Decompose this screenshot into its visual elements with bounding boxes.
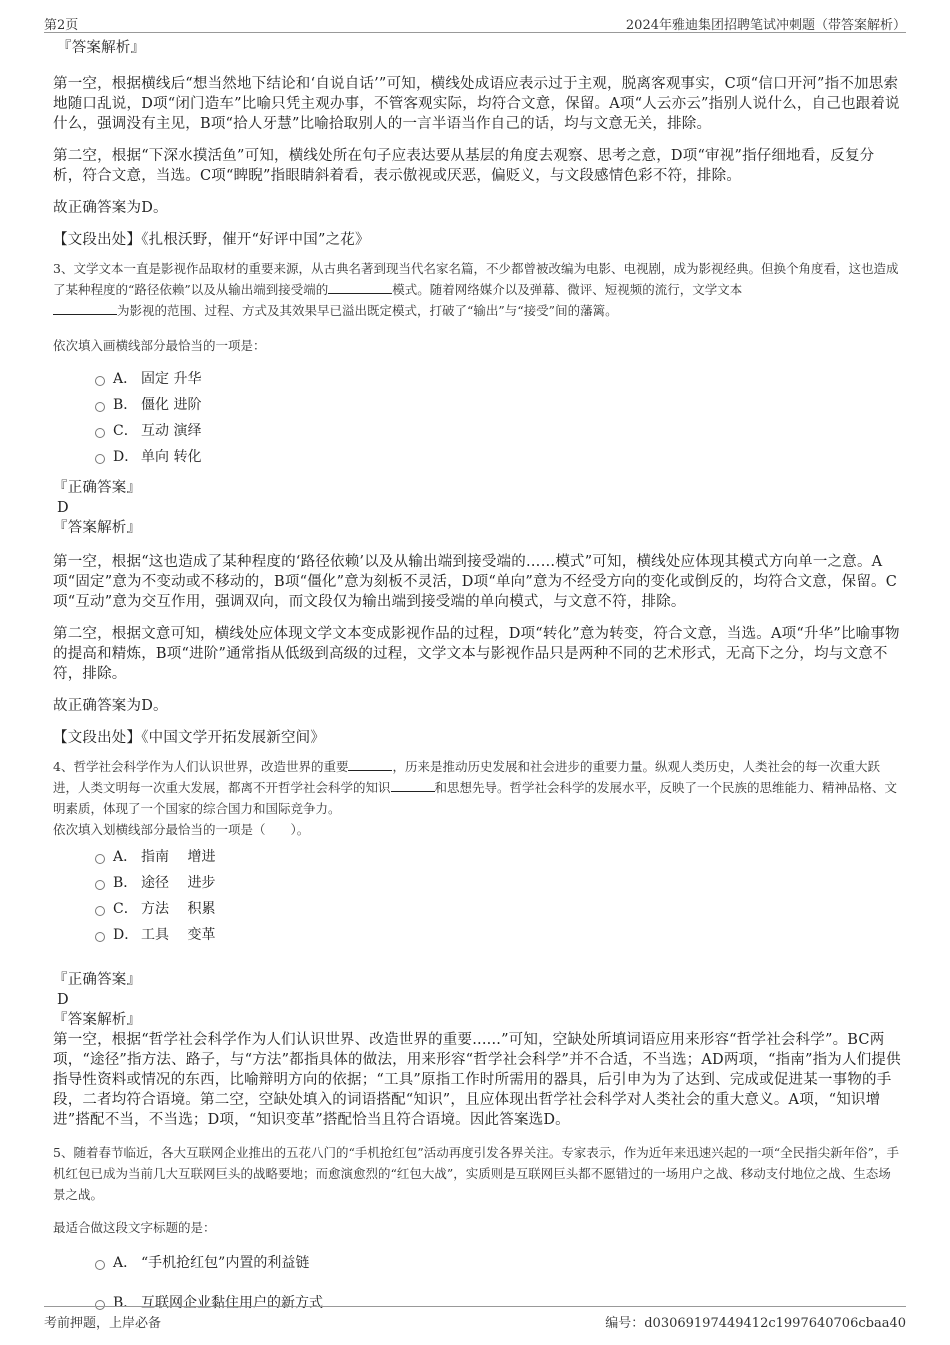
radio-icon[interactable]: [95, 376, 105, 386]
radio-icon[interactable]: [95, 906, 105, 916]
document-body: [53, 38, 903, 1316]
option-b[interactable]: B． 途径 进步: [53, 870, 903, 896]
option-b[interactable]: B． 僵化 进阶: [53, 392, 903, 418]
blank-line: [348, 756, 392, 771]
option-c[interactable]: C． 方法 积累: [53, 896, 903, 922]
analysis-paragraph: 第二空，根据“下深水摸活鱼”可知，横线处所在句子应表达要从基层的角度去观察、思考之意，D项“审视”指仔细地看，反复分析，符合文意，当选。C项“睥睨”指眼睛斜着看，表示傲视或厌恶，偏贬义，与文段感情色彩不符，排除。: [53, 148, 875, 184]
question-3-stem: [53, 258, 903, 321]
question-prompt: 依次填入画横线部分最恰当的一项是：: [53, 338, 266, 353]
conclusion: 故正确答案为D。: [53, 200, 168, 216]
blank-line: [53, 300, 117, 315]
option-d[interactable]: D． 单向 转化: [53, 444, 903, 470]
analysis-paragraph: 第二空，根据文意可知，横线处应体现文学文本变成影视作品的过程，D项“转化”意为转变，符合文意，当选。A项“升华”比喻事物的提高和精炼，B项“进阶”通常指从低级到高级的过程，文学文本与影视作品只是两种不同的艺术形式，无高下之分，均与文意不符，排除。: [53, 626, 900, 682]
correct-answer-label: 『正确答案』: [53, 972, 142, 988]
footer-slogan: 考前押题，上岸必备: [44, 1316, 162, 1331]
source: 【文段出处】《中国文学开拓发展新空间》: [53, 730, 326, 746]
option-c[interactable]: C． 互动 演绎: [53, 418, 903, 444]
question-5-stem: 5、随着春节临近，各大互联网企业推出的五花八门的“手机抢红包”活动再度引发各界关注。专家表示，作为近年来迅速兴起的一项“全民指尖新年俗”，手机红包已成为当前几大互联网巨头的战略要地；而愈演愈烈的“红包大战”，实质则是互联网巨头都不愿错过的一场用户之战、移动支付地位之战、生态场景之战。: [53, 1145, 900, 1202]
option-b[interactable]: B． 互联网企业黏住用户的新方式: [53, 1290, 903, 1316]
radio-icon[interactable]: [95, 854, 105, 864]
radio-icon[interactable]: [95, 880, 105, 890]
option-a[interactable]: A． 指南 增进: [53, 844, 903, 870]
radio-icon[interactable]: [95, 932, 105, 942]
question-4-stem: 4、哲学社会科学作为人们认识世界，改造世界的重要 ，历来是推动历史发展和社会进步的重要力量。纵观人类历史，人类社会的每一次重大跃进，人类文明每一次重大发展，都离不开哲学社会科学的知识 和思想先导。哲学社会科学的发展水平，反映了一个民族的思维能力、精神品格、文明素质，体现了一个国家的综合国力和国际竞争力。: [53, 756, 903, 819]
source: 【文段出处】《扎根沃野，催开“好评中国”之花》: [53, 232, 370, 248]
page-footer: [44, 1306, 906, 1329]
option-d[interactable]: D． 工具 变革: [53, 922, 903, 948]
option-a[interactable]: A． 固定 升华: [53, 366, 903, 392]
analysis-label: 『答案解析』: [57, 40, 146, 56]
blank-line: [328, 279, 392, 294]
document-title: 2024年雅迪集团招聘笔试冲刺题（带答案解析）: [625, 18, 906, 33]
page-number: 第2页: [44, 18, 79, 33]
options-list: [53, 844, 903, 948]
analysis-paragraph: 第一空，根据横线后“想当然地下结论和‘自说自话’”可知，横线处成语应表示过于主观，脱离客观事实，C项“信口开河”指不加思索地随口乱说，D项“闭门造车”比喻只凭主观办事，不管客观实际，均符合文意，保留。A项“人云亦云”指别人说什么，自己也跟着说什么，强调没有主见，B项“拾人牙慧”比喻拾取别人的一言半语当作自己的话，均与文意无关，排除。: [53, 76, 900, 132]
question-prompt: 依次填入划横线部分最恰当的一项是（ ）。: [53, 822, 310, 837]
document-id: 编号：d03069197449412c1997640706cbaa40: [605, 1316, 906, 1331]
question-prompt: 最适合做这段文字标题的是：: [53, 1220, 216, 1235]
question-text: 模式。随着网络媒介以及弹幕、微评、短视频的流行，文学文本: [392, 282, 743, 297]
correct-answer: D: [57, 500, 69, 516]
question-text: 3、文学文本一直是影视作品取材的重要来源，从古典名著到现当代名家名篇，不少都曾被改编为电影、电视剧，成为影视经典。但换个角度看，这也造成了某种程度的“路径依赖”以及从输出端到接受端的: [53, 261, 899, 297]
conclusion: 故正确答案为D。: [53, 698, 168, 714]
radio-icon[interactable]: [95, 454, 105, 464]
analysis-label: 『答案解析』: [53, 520, 142, 536]
radio-icon[interactable]: [95, 428, 105, 438]
analysis-paragraph: 第一空，根据“这也造成了某种程度的‘路径依赖’以及从输出端到接受端的……模式”可知，横线处应体现其模式方向单一之意。A项“固定”意为不变动或不移动的，B项“僵化”意为刻板不灵活，D项“单向”意为不经受方向的变化或倒反的，均符合文意，保留。C项“互动”意为交互作用，强调双向，而文段仅为输出端到接受端的单向模式，与文意不符，排除。: [53, 554, 898, 610]
radio-icon[interactable]: [95, 1260, 105, 1270]
option-a[interactable]: A． “手机抢红包”内置的利益链: [53, 1250, 903, 1276]
radio-icon[interactable]: [95, 402, 105, 412]
page-header: [44, 12, 906, 33]
options-list: [53, 366, 903, 470]
blank-line: [391, 777, 435, 792]
question-text: 为影视的范围、过程、方式及其效果早已溢出既定模式，打破了“输出”与“接受”间的藩篱。: [117, 303, 618, 318]
analysis-label: 『答案解析』: [53, 1012, 142, 1028]
correct-answer: D: [57, 992, 69, 1008]
analysis-paragraph: 第一空，根据“哲学社会科学作为人们认识世界、改造世界的重要......”可知，空缺处所填词语应用来形容“哲学社会科学”。BC两项，“途径”指方法、路子，与“方法”都指具体的做法，用来形容“哲学社会科学”并不合适，不当选；AD两项，“指南”指为人们提供指导性资料或情况的东西，比喻辩明方向的依据；“工具”原指工作时所需用的器具，后引申为为了达到、完成或促进某一事物的手段，二者均符合语境。第二空，空缺处填入的词语搭配“知识”，且应体现出哲学社会科学对人类社会的重大意义。A项，“知识增进”搭配不当，不当选；D项，“知识变革”搭配恰当且符合语境。因此答案选D。: [53, 1032, 901, 1128]
correct-answer-label: 『正确答案』: [53, 480, 142, 496]
